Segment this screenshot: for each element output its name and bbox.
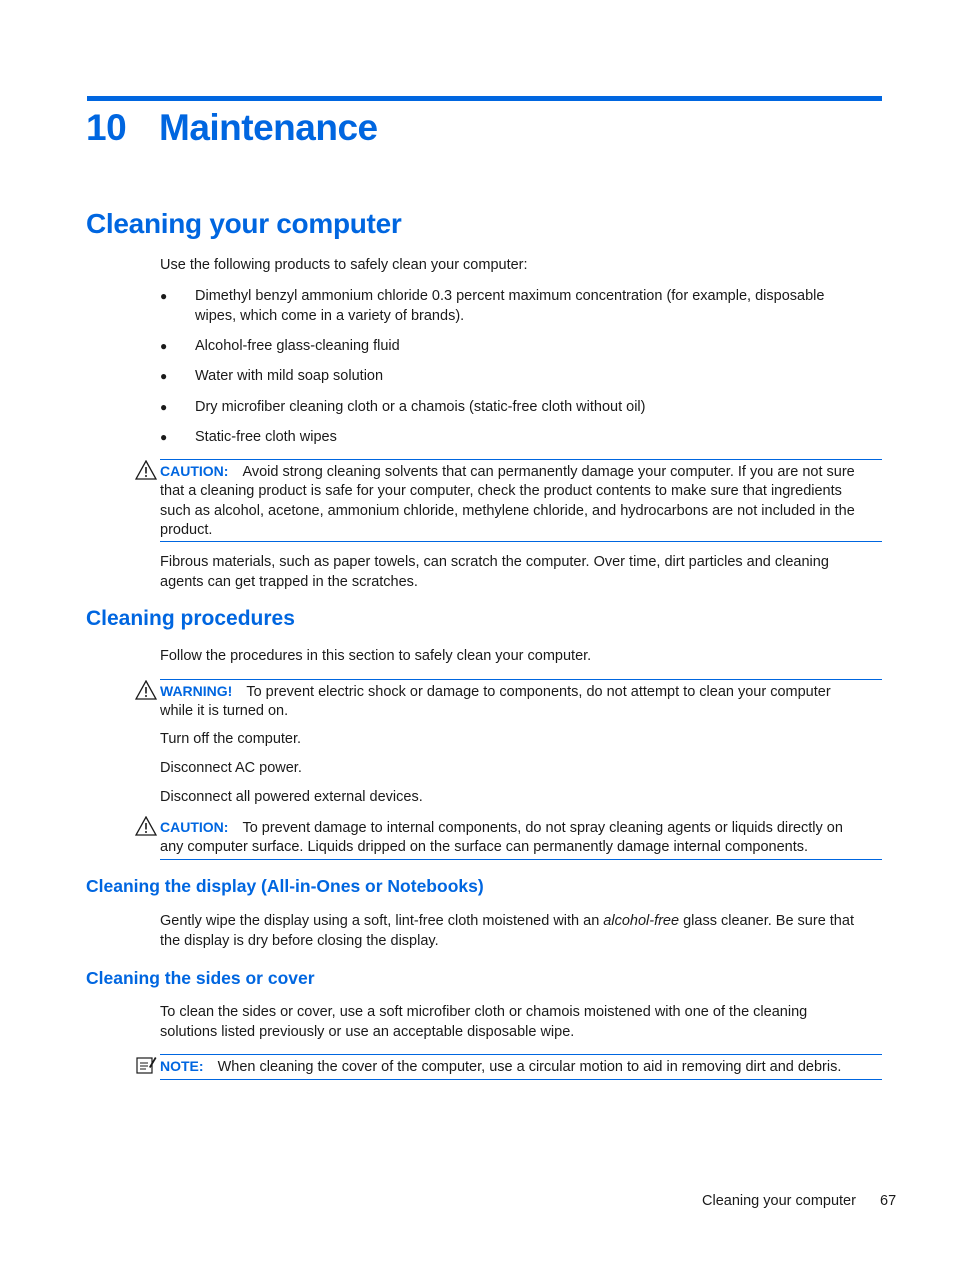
subsubsection-title: Cleaning the sides or cover bbox=[86, 968, 315, 988]
caution-notice: CAUTION: To prevent damage to internal components, do not spray cleaning agents or liquids directly on any computer surface. Liquids dripped on the surface can permanently damage internal components. bbox=[160, 816, 882, 860]
chapter-number: 10 bbox=[86, 107, 127, 148]
subsubsection-title: Cleaning the display (All-in-Ones or Notebooks) bbox=[86, 876, 484, 896]
paragraph: Fibrous materials, such as paper towels, can scratch the computer. Over time, dirt particles and cleaning agents can get trapped in the scratches. bbox=[160, 554, 829, 590]
bullet-icon: ● bbox=[160, 369, 168, 383]
section-title: Cleaning your computer bbox=[86, 208, 402, 239]
paragraph: Gently wipe the display using a soft, lint-free cloth moistened with an alcohol-free glass cleaner. Be sure that the display is dry before closing the display. bbox=[160, 913, 854, 949]
page-number: 67 bbox=[880, 1193, 897, 1209]
bullet-icon: ● bbox=[160, 339, 168, 353]
warning-notice: WARNING! To prevent electric shock or damage to components, do not attempt to clean your computer while it is turned on. bbox=[160, 679, 882, 723]
intro-text: Use the following products to safely clean your computer: bbox=[160, 257, 528, 273]
warning-triangle-icon bbox=[135, 816, 157, 836]
warning-triangle-icon bbox=[135, 460, 157, 480]
subsection-title: Cleaning procedures bbox=[86, 607, 295, 630]
note-label: NOTE: bbox=[160, 1058, 204, 1074]
caution-label: CAUTION: bbox=[160, 463, 229, 479]
note-notice: NOTE: When cleaning the cover of the computer, use a circular motion to aid in removing dirt and debris. bbox=[160, 1054, 882, 1080]
step-text: Disconnect all powered external devices. bbox=[160, 789, 423, 805]
bullet-icon: ● bbox=[160, 289, 168, 303]
paragraph: Follow the procedures in this section to safely clean your computer. bbox=[160, 648, 592, 664]
note-pad-icon bbox=[135, 1055, 157, 1075]
bullet-icon: ● bbox=[160, 430, 168, 444]
step-text: Disconnect AC power. bbox=[160, 760, 302, 776]
caution-label: CAUTION: bbox=[160, 819, 229, 835]
caution-notice: CAUTION: Avoid strong cleaning solvents that can permanently damage your computer. If you are not sure that a cleaning product is safe for your computer, check the product contents to make sure that ingredients such as alcohol, acetone, ammonium chloride, methylene chloride, and hydrocarbons are not included in the product. bbox=[160, 459, 882, 542]
chapter-rule bbox=[87, 96, 882, 101]
footer-section-title: Cleaning your computer bbox=[702, 1193, 856, 1209]
paragraph: To clean the sides or cover, use a soft microfiber cloth or chamois moistened with one of the cleaning solutions listed previously or use an acceptable disposable wipe. bbox=[160, 1004, 808, 1040]
step-text: Turn off the computer. bbox=[160, 731, 302, 747]
chapter-name: Maintenance bbox=[159, 107, 378, 148]
warning-label: WARNING! bbox=[160, 683, 233, 699]
bullet-icon: ● bbox=[160, 400, 168, 414]
warning-triangle-icon bbox=[135, 680, 157, 700]
chapter-title bbox=[86, 107, 378, 149]
